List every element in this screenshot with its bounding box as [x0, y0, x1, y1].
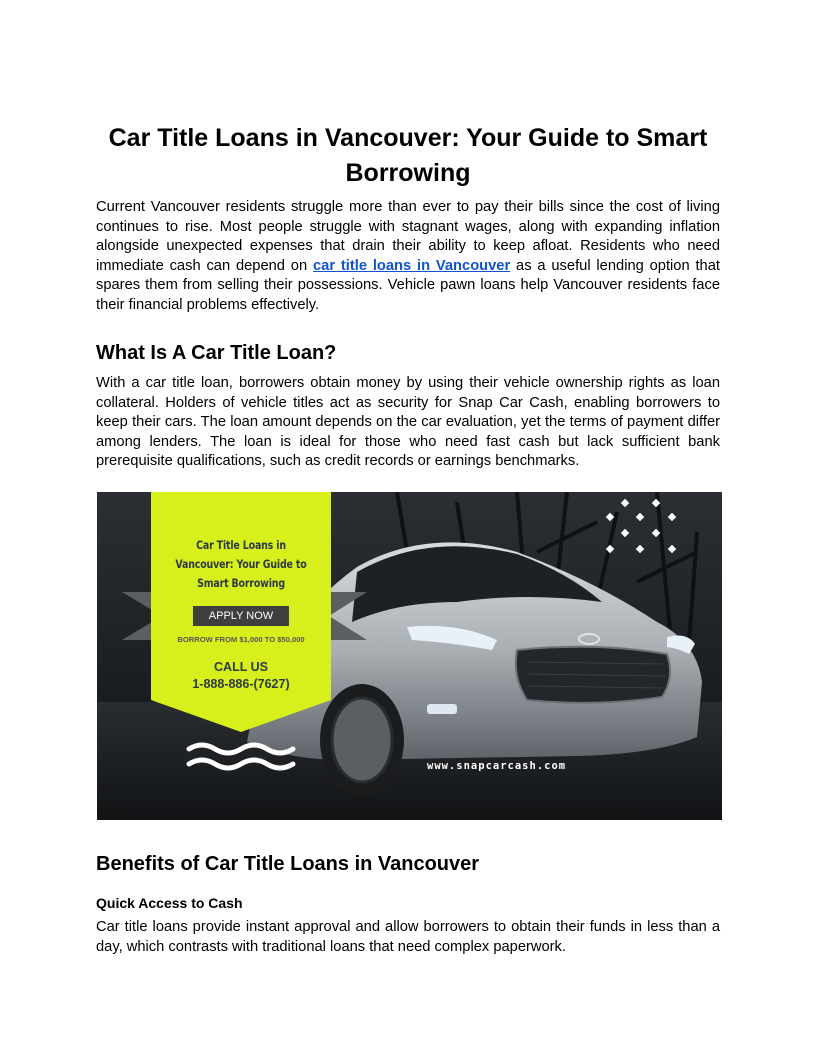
apply-now-button[interactable]: APPLY NOW	[193, 606, 289, 626]
promo-heading	[167, 536, 315, 593]
car-title-loans-link[interactable]: car title loans in Vancouver	[312, 257, 511, 274]
intro-text-after: as a useful lending option that spares them from selling their possessions. Vehicle pawn loans help Vancouver residents face their financial problems effectively.	[96, 257, 720, 313]
promo-heading-line3: Smart Borrowing	[197, 576, 285, 590]
promo-heading-line1: Car Title Loans in	[196, 538, 286, 552]
phone-number[interactable]: 1-888-886-(7627)	[192, 677, 290, 691]
fog-light	[427, 704, 457, 714]
hero-banner-image	[97, 492, 722, 820]
definition-paragraph: With a car title loan, borrowers obtain money by using their vehicle ownership rights as loan collateral. Holders of vehicle titles act as security for Snap Car Cash, enabling borrowers to keep their cars. The loan amount depends on the car evaluation, yet the terms of payment differ among lenders. The loan is ideal for those who need fast cash but lack sufficient bank prerequisite qualifications, such as credit records or earnings benchmarks.	[96, 375, 720, 470]
promo-heading-line2: Vancouver: Your Guide to	[175, 557, 307, 571]
intro-paragraph	[96, 198, 720, 316]
wheel-rim	[332, 698, 392, 782]
section-heading-benefits: Benefits of Car Title Loans in Vancouver	[96, 853, 480, 875]
borrow-range-text: BORROW FROM $1,000 TO $50,000	[177, 635, 305, 644]
quick-access-paragraph: Car title loans provide instant approval and allow borrowers to obtain their funds in less than a day, which contrasts with traditional loans that need complex paperwork.	[96, 919, 720, 955]
sub-heading-quick-access: Quick Access to Cash	[96, 895, 243, 911]
intro-text-before: Current Vancouver residents struggle more than ever to pay their bills since the cost of living continues to rise. Most people struggle with stagnant wages, along with expanding inflation alongside unexpected expenses that drain their ability to keep afloat. Residents who need immediate cash can depend on	[96, 199, 720, 274]
section-heading-what: What Is A Car Title Loan?	[96, 342, 337, 364]
website-url: www.snapcarcash.com	[427, 760, 567, 772]
call-us-label: CALL US	[214, 660, 268, 674]
page-title: Car Title Loans in Vancouver: Your Guide to Smart Borrowing	[108, 124, 708, 187]
